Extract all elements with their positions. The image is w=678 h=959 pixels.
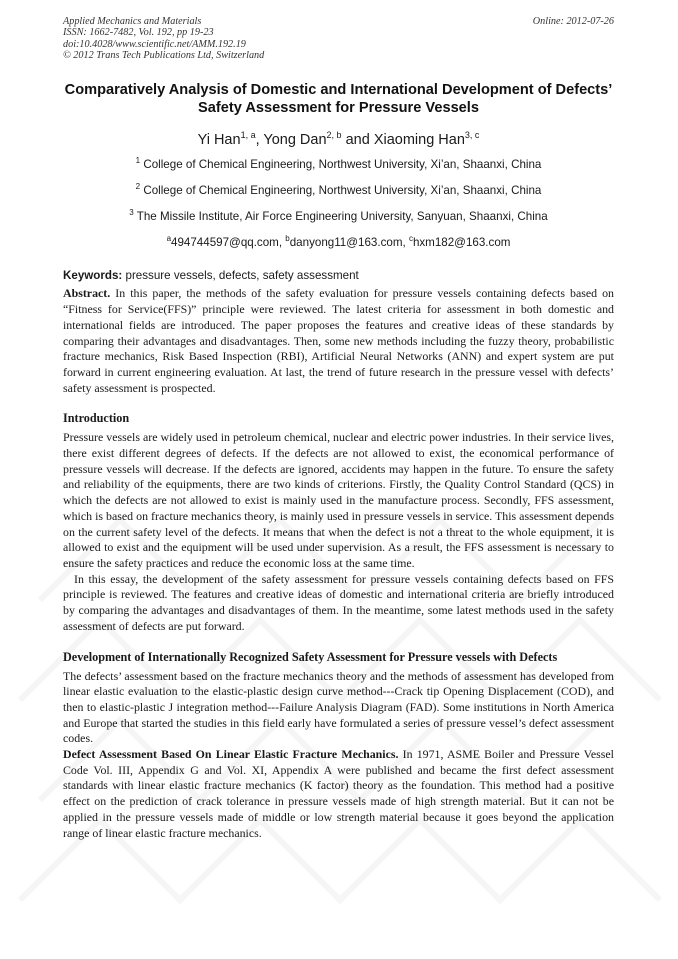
paper-title: Comparatively Analysis of Domestic and International Development of Defects’ Safety Assessment for Pressure Vessels <box>64 82 613 117</box>
section-heading-development: Development of Internationally Recognized Safety Assessment for Pressure vessels with Defects <box>63 649 558 664</box>
abstract-label: Abstract. <box>63 286 111 301</box>
paper-page <box>63 16 614 841</box>
abstract-text: In this paper, the methods of the safety evaluation for pressure vessels containing defects based on “Fitness for Service(FFS)” principle were reviewed. The latest criteria for assessment in both domestic and international fields are introduced. The paper proposes the features and creative ideas of these standards by comparing their advantages and disadvantages. Then, some new methods including the fuzzy theory, probabilistic fracture mechanics, Risk Based Inspection (RBI), Artificial Neural Networks (ANN) and expert system are put forward in current engineering evaluation. At last, the trend of future research in the pressure vessel with defects’ safety assessment is prospected. <box>63 286 614 395</box>
email-address: 494744597@qq.com, <box>171 235 286 249</box>
affiliation-number: 2 <box>135 181 141 191</box>
author-separator: , <box>255 132 264 149</box>
paragraph: The defects’ assessment based on the fracture mechanics theory and the methods of assessment has developed from linear elastic evaluation to the elastic-plastic design curve method---Crack tip Opening Displacement (COD), and then to elastic-plastic J integration method---Failure Analysis Diagram (FAD). Some institutions in North America and Europe that started the studies in this field early have formulated a series of pressure vessel’s defect assessment codes. <box>63 668 614 746</box>
affiliation-text: College of Chemical Engineering, Northwest University, Xi’an, Shaanxi, China <box>143 157 542 171</box>
affiliation <box>63 202 614 228</box>
email-superscript: b <box>285 233 290 243</box>
author-superscript: 2, b <box>326 130 342 141</box>
paragraph-text: In 1971, ASME Boiler and Pressure Vessel Code Vol. III, Appendix G and Vol. XI, Appendix A were published and became the first defect assessment standards with linear elastic fracture mechanics (K factor) theory as the foundation. This method had a positive effect on the prediction of crack tolerance in pressure vessels made of high strength material. But it can not be applied in the pressure vessels made of middle or low strength material because it goes beyond the application range of linear elastic fracture mechanics. <box>63 747 614 840</box>
author-name: Xiaoming Han <box>373 132 465 149</box>
journal-name: Applied Mechanics and Materials <box>63 16 202 27</box>
paragraph: Pressure vessels are widely used in petroleum chemical, nuclear and electric power industries. In their service lives, there exist different degrees of defects. If the defects are not allowed to exist, the economical performance of pressure vessels will decrease. If the defects are ignored, accidents may happen in the future. To ensure the safety and reliability of the equipments, there are two kinds of criterions. Firstly, the Quality Control Standard (QCS) in which the defects are not allowed to exist is mainly used in the manufacture process. Secondly, FFS assessment, which is based on fracture mechanics theory, is mainly used in pressure vessels in service. This assessment depends on the current safety level of the defects. It means that when the defect is not a threat to the whole equipment, it is allowed to exist and the equipment will be used under supervision. As a result, the FFS assessment is necessary to ensure the safety practices and reduce the economic loss at the same time. <box>63 430 614 570</box>
author-emails <box>63 230 614 252</box>
section-heading-introduction: Introduction <box>63 411 130 426</box>
abstract <box>63 286 614 396</box>
author-name: Yi Han <box>197 132 241 149</box>
author-list <box>63 125 614 150</box>
keywords-label: Keywords: <box>63 269 123 283</box>
paragraph <box>63 747 614 841</box>
paragraph: In this essay, the development of the safety assessment for pressure vessels containing defects based on FFS principle is reviewed. The features and creative ideas of domestic and international criteria are briefly introduced by comparing the advantages and disadvantages of them. In the meantime, some latest methods used in the safety assessment of defects are put forward. <box>63 571 614 633</box>
online-date: Online: 2012-07-26 <box>532 16 614 27</box>
journal-copyright: © 2012 Trans Tech Publications Ltd, Switzerland <box>63 49 265 61</box>
affiliation-number: 3 <box>129 207 134 217</box>
email-superscript: c <box>408 233 413 243</box>
affiliation-number: 1 <box>135 156 141 166</box>
affiliation <box>63 176 614 202</box>
journal-header <box>63 16 614 61</box>
affiliation-text: The Missile Institute, Air Force Engineering University, Sanyuan, Shaanxi, China <box>136 209 548 223</box>
subsection-label: Defect Assessment Based On Linear Elastic Fracture Mechanics. <box>63 747 399 762</box>
author-name: Yong Dan <box>263 132 327 149</box>
affiliation-text: College of Chemical Engineering, Northwest University, Xi’an, Shaanxi, China <box>143 183 542 197</box>
keywords-text: pressure vessels, defects, safety assessment <box>122 269 359 283</box>
author-superscript: 1, a <box>240 130 256 141</box>
journal-doi: doi:10.4028/www.scientific.net/AMM.192.19 <box>63 38 246 50</box>
email-address: hxm182@163.com <box>412 235 511 249</box>
author-superscript: 3, c <box>464 130 480 141</box>
email-address: danyong11@163.com, <box>289 235 409 249</box>
keywords <box>63 268 614 284</box>
author-separator: and <box>341 132 374 149</box>
email-superscript: a <box>166 233 172 243</box>
journal-issn: ISSN: 1662-7482, Vol. 192, pp 19-23 <box>63 27 214 39</box>
affiliation <box>63 150 614 176</box>
